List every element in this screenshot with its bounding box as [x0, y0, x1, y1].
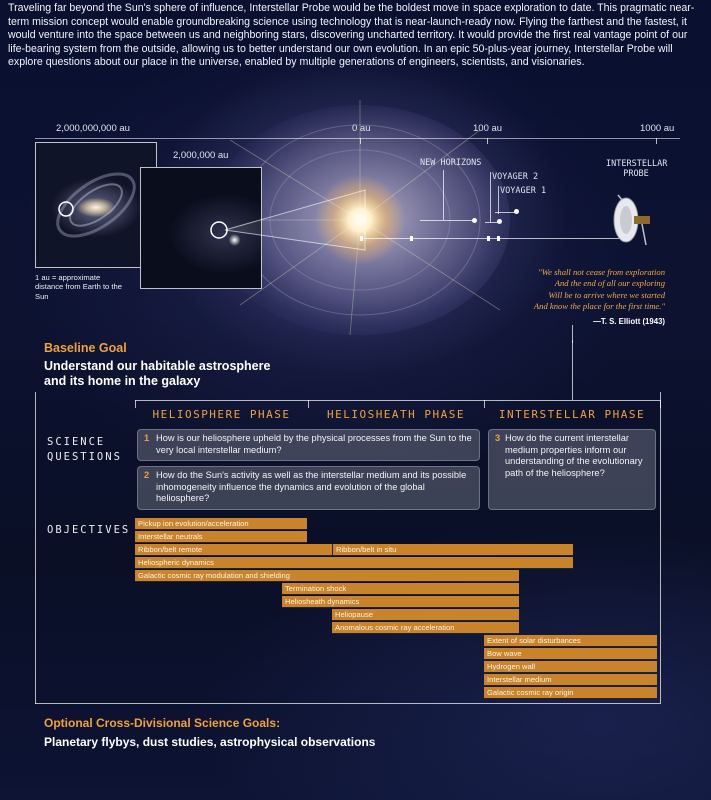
- scale-label-hundred: 100 au: [473, 123, 503, 134]
- frame-bottom: [35, 703, 660, 704]
- objective-bar: Heliopause: [332, 609, 519, 621]
- objective-bar: Hydrogen wall: [484, 661, 657, 673]
- trajectory-axis: [360, 238, 630, 239]
- galaxy-panel: [35, 142, 157, 268]
- au-note: 1 au = approximate distance from Earth to the Sun: [35, 273, 122, 301]
- objective-bar: Pickup ion evolution/acceleration: [135, 518, 307, 530]
- tick-zero: [360, 138, 361, 144]
- interstellar-probe-icon: [604, 190, 654, 255]
- optional-goals-label: Optional Cross-Divisional Science Goals:: [44, 716, 281, 730]
- objective-bar: Heliosheath dynamics: [282, 596, 519, 608]
- new-horizons-marker: [472, 218, 477, 223]
- objective-bar: Heliospheric dynamics: [135, 557, 573, 569]
- new-horizons-path: [420, 220, 475, 221]
- scale-label-galaxy: 2,000,000,000 au: [56, 123, 130, 134]
- science-questions-label: SCIENCE QUESTIONS: [47, 436, 122, 463]
- optional-goals-text: Planetary flybys, dust studies, astrophysical observations: [44, 735, 376, 749]
- phase-heliosphere: HELIOSPHERE PHASE: [152, 408, 291, 421]
- frame-right: [660, 392, 661, 704]
- baseline-goal-label: Baseline Goal: [44, 341, 127, 355]
- voyager2-label: VOYAGER 2: [492, 172, 539, 182]
- scale-label-local: 2,000,000 au: [173, 150, 229, 161]
- scale-label-zero: 0 au: [352, 123, 371, 134]
- objectives-label: OBJECTIVES: [47, 524, 131, 536]
- phase-heliosheath: HELIOSHEATH PHASE: [326, 408, 466, 421]
- scale-label-thousand: 1000 au: [640, 123, 675, 134]
- quote-author: —T. S. Elliott (1943): [593, 316, 665, 326]
- scale-axis-top: [35, 138, 680, 139]
- baseline-goal-text: Understand our habitable astrosphere and its home in the galaxy: [44, 359, 271, 388]
- quote-block: "We shall not cease from exploration And the end of all our exploring Will be to arrive where we started And know the place for the first time." —T. S. Elliott (1943): [480, 267, 665, 326]
- question-3: 3 How do the current interstellar medium properties inform our understanding of the evolutionary path of the heliosphere?: [488, 429, 656, 510]
- objective-bar: Interstellar medium: [484, 674, 657, 686]
- objective-bar: Galactic cosmic ray modulation and shielding: [135, 570, 519, 582]
- voyager1-label: VOYAGER 1: [500, 186, 547, 196]
- objective-bar: Ribbon/belt in situ: [332, 544, 573, 556]
- objective-bar: Extent of solar disturbances: [484, 635, 657, 647]
- question-1: 1 How is our heliosphere upheld by the physical processes from the Sun to the very local interstellar medium?: [137, 429, 480, 461]
- tick-thousand: [656, 138, 657, 144]
- objective-bar: Interstellar neutrals: [135, 531, 307, 543]
- voyager1-marker: [514, 209, 519, 214]
- objective-bar: Ribbon/belt remote: [135, 544, 332, 556]
- objective-bar: Bow wave: [484, 648, 657, 660]
- objective-bar: Galactic cosmic ray origin: [484, 687, 657, 699]
- zoom-cone: [220, 185, 370, 255]
- objective-bar: Termination shock: [282, 583, 519, 595]
- interstellar-probe-label: INTERSTELLAR PROBE: [606, 159, 668, 179]
- intro-paragraph: Traveling far beyond the Sun's sphere of influence, Interstellar Probe would be the boldest move in space exploration to date. This pragmatic near-term mission concept would enable groundbreaking science using technology that is near-launch-ready now. Flying the farthest and the fastest, it would venture into the space between us and neighboring stars, discovering uncharted territory. It would provide the first real vantage point of our life-bearing system from the outside, allowing us to better understand our own evolution. In an epic 50-plus-year journey, Interstellar Probe will explore questions about our place in the universe, enabled by multiple generations of engineers, scientists, and visionaries.: [8, 2, 695, 69]
- tick-hundred: [487, 138, 488, 144]
- question-2: 2 How do the Sun's activity as well as the interstellar medium and its possible inhomogeneity influence the dynamics and evolution of the global heliosphere?: [137, 466, 480, 510]
- phase-bracket: [135, 400, 660, 401]
- frame-left: [35, 392, 36, 704]
- new-horizons-label: NEW HORIZONS: [420, 158, 482, 168]
- objective-bar: Anomalous cosmic ray acceleration: [332, 622, 519, 634]
- voyager2-marker: [497, 219, 502, 224]
- phase-interstellar: INTERSTELLAR PHASE: [498, 408, 646, 421]
